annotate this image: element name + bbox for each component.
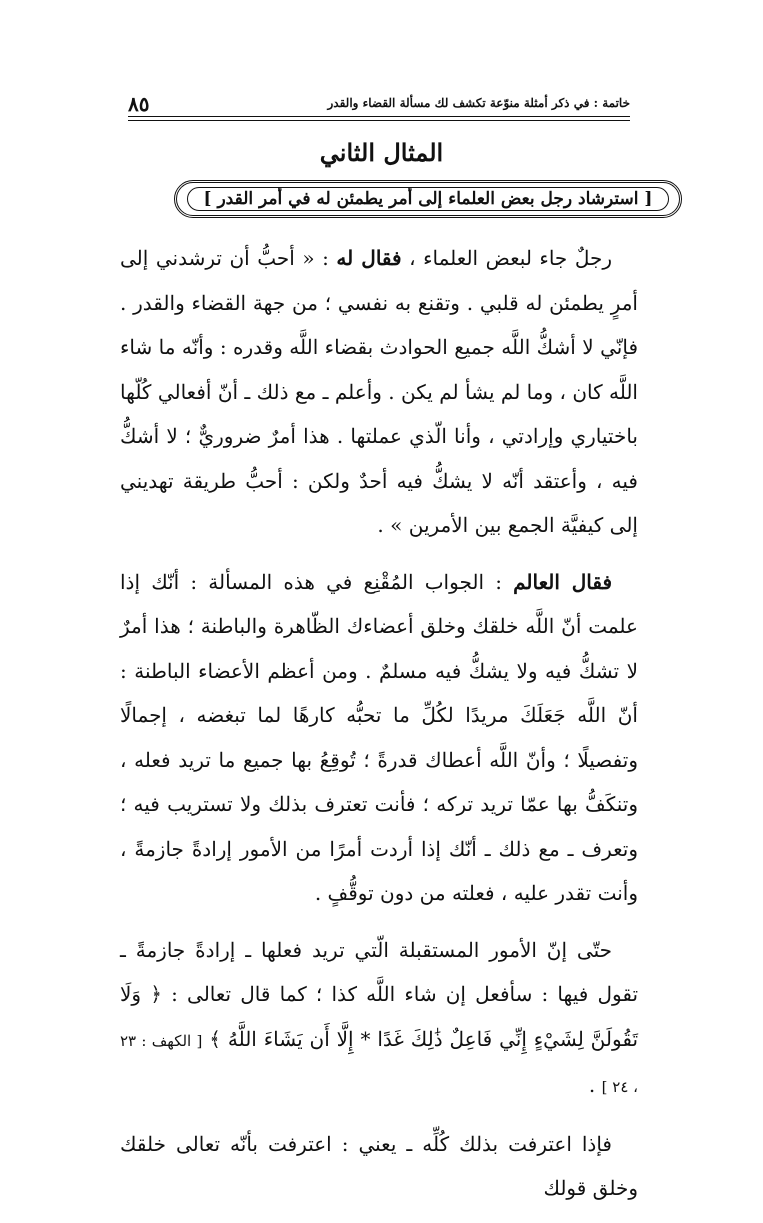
page-number: ٨٥ [128,92,150,116]
verse-reference: [ الكهف : ٢٣ ، ٢٤ ] [120,1031,638,1096]
quran-verse: ﴿ وَلَا تَقُولَنَّ لِشَيْءٍ إِنِّي فَاعِلٌ ذَٰلِكَ غَدًا * إِلَّا أَن يَشَاءَ اللَّهُ ﴾ [120,982,639,1051]
paragraph-4 [120,1122,638,1211]
paragraph-3-text: حتّى إنّ الأمور المستقبلة الّتي تريد فعلها ـ إرادةً جازمةً ـ تقول فيها : سأفعل إن شاء اللَّه كذا ؛ كما قال تعالى : [120,937,639,1006]
paragraph-1-text: : « أحبُّ أن ترشدني إلى أمرٍ يطمئن له قلبي . وتقنع به نفسي ؛ من جهة القضاء والقدر . فإنّي لا أشكُّ اللَّه جميع الحوادث بقضاء اللَّه وقدره : وأنّه ما شاء اللَّه كان ، وما لم يشأ لم يكن . وأعلم ـ مع ذلك ـ أنّ أفعالي كُلّها باختياري وإرادتي ، وأنا الّذي عملتها . هذا أمرٌ ضروريٌّ ؛ لا أشكُّ فيه ، وأعتقد أنّه لا يشكُّ فيه أحدٌ ولكن : أحبُّ طريقة تهديني إلى كيفيَّة الجمع بين الأمرين » . [120,246,638,537]
section-title: المثال الثاني [319,138,444,167]
paragraph-3 [120,928,638,1110]
header-rule [128,116,630,121]
paragraph-2-lead: فقال العالم [513,569,613,594]
paragraph-2-text: : الجواب المُقْنِع في هذه المسألة : أنّك إذا علمت أنّ اللَّه خلقك وخلق أعضاءك الظّاهرة والباطنة ؛ هذا أمرٌ لا تشكُّ فيه ولا يشكُّ فيه مسلمٌ . ومن أعظم الأعضاء الباطنة : أنّ اللَّه جَعَلَكَ مريدًا لكُلِّ ما تحبُّه كارهًا لما تبغضه ، إجمالًا وتفصيلًا ؛ وأنّ اللَّه أعطاك قدرةً ؛ تُوقِعُ بها جميع ما تريد فعله ، وتنكَفُّ بها عمّا تريد تركه ؛ فأنت تعترف بذلك ولا تستريب فيه ؛ وتعرف ـ مع ذلك ـ أنّك إذا أردت أمرًا من الأمور إرادةً جازمةً ، وأنت تقدر عليه ، فعلته من دون توقُّفٍ . [120,569,638,905]
subtitle-text: [ استرشاد رجل بعض العلماء إلى أمر يطمئن له في أمر القدر ] [203,189,653,209]
subtitle-frame [174,180,682,218]
paragraph-3-end: . [588,1073,596,1097]
running-header [128,92,630,114]
paragraph-1-pre: رجلٌ جاء لبعض العلماء ، [409,246,612,270]
paragraph-1 [120,236,638,548]
body-text [120,236,638,1223]
paragraph-4-text: فإذا اعترفت بذلك كُلِّه ـ يعني : اعترفت بأنّه تعالى خلقك وخلق قولك [120,1131,638,1200]
running-header-title: خاتمة : في ذكر أمثلة منوّعة تكشف لك مسألة القضاء والقدر [327,96,630,110]
paragraph-2 [120,560,638,916]
paragraph-1-lead: فقال له [336,246,402,270]
